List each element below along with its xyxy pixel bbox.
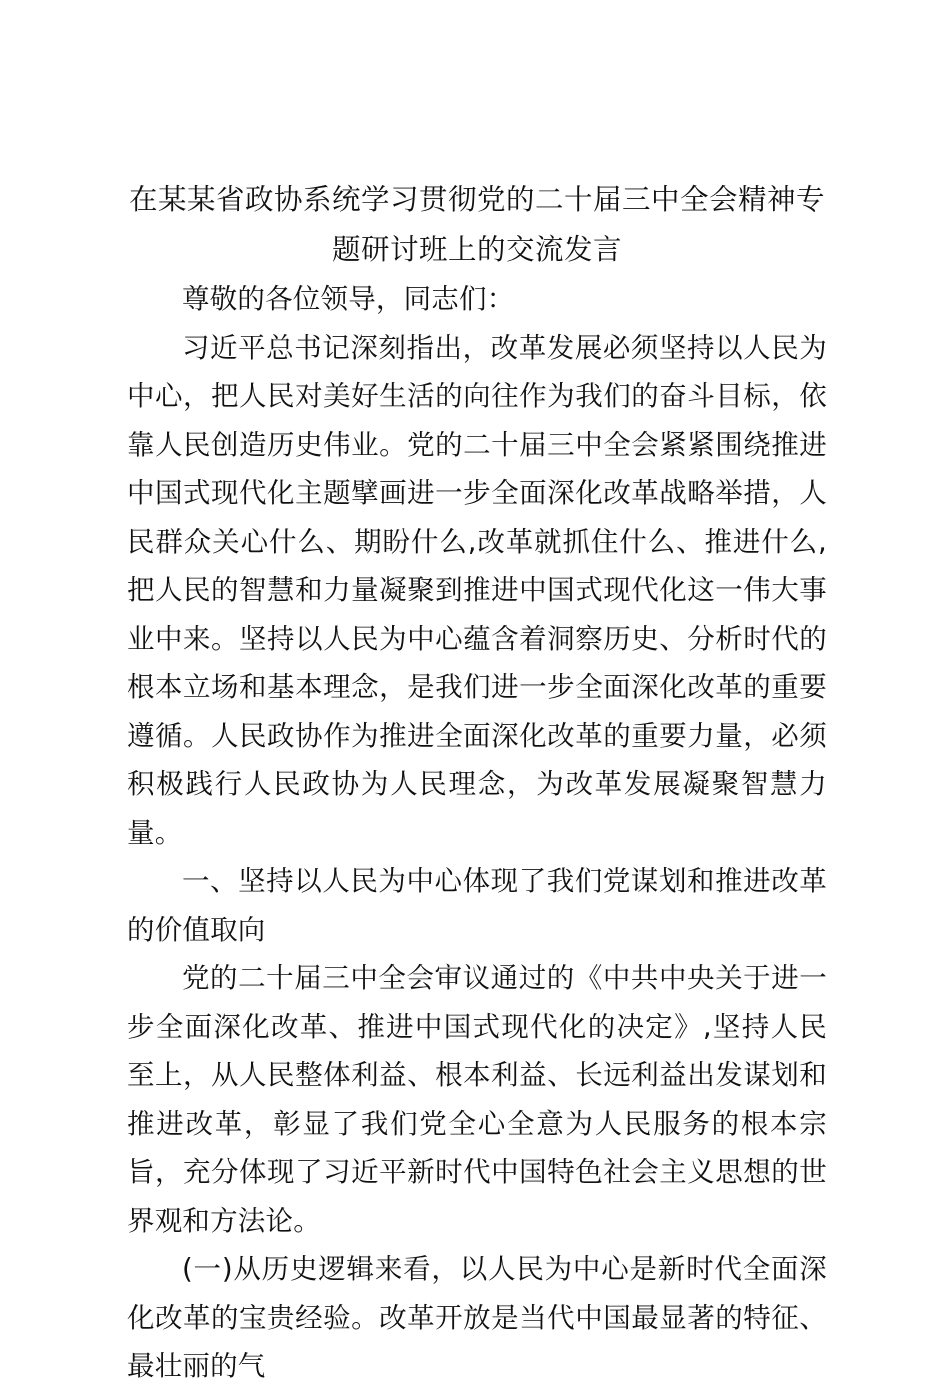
subsection-paragraph-1: (一)从历史逻辑来看，以人民为中心是新时代全面深化改革的宝贵经验。改革开放是当代中国最显著的特征、最壮丽的气 [127,1253,827,1382]
document-body [127,175,827,1391]
body-paragraph: 党的二十届三中全会审议通过的《中共中央关于进一步全面深化改革、推进中国式现代化的决定》,坚持人民至上，从人民整体利益、根本利益、长远利益出发谋划和推进改革，彰显了我们党全心全意为人民服务的根本宗旨，充分体现了习近平新时代中国特色社会主义思想的世界观和方法论。 [127,962,827,1237]
salutation-paragraph: 尊敬的各位领导，同志们： [182,283,515,315]
intro-paragraph: 习近平总书记深刻指出，改革发展必须坚持以人民为中心，把人民对美好生活的向往作为我们的奋斗目标，依靠人民创造历史伟业。党的二十届三中全会紧紧围绕推进中国式现代化主题擘画进一步全面深化改革战略举措，人民群众关心什么、期盼什么,改革就抓住什么、推进什么,把人民的智慧和力量凝聚到推进中国式现代化这一伟大事业中来。坚持以人民为中心蕴含着洞察历史、分析时代的根本立场和基本理念，是我们进一步全面深化改革的重要遵循。人民政协作为推进全面深化改革的重要力量，必须积极践行人民政协为人民理念，为改革发展凝聚智慧力量。 [127,331,827,849]
section-heading-1: 一、坚持以人民为中心体现了我们党谋划和推进改革的价值取向 [127,865,827,946]
document-title: 在某某省政协系统学习贯彻党的二十届三中全会精神专题研讨班上的交流发言 [128,183,825,266]
